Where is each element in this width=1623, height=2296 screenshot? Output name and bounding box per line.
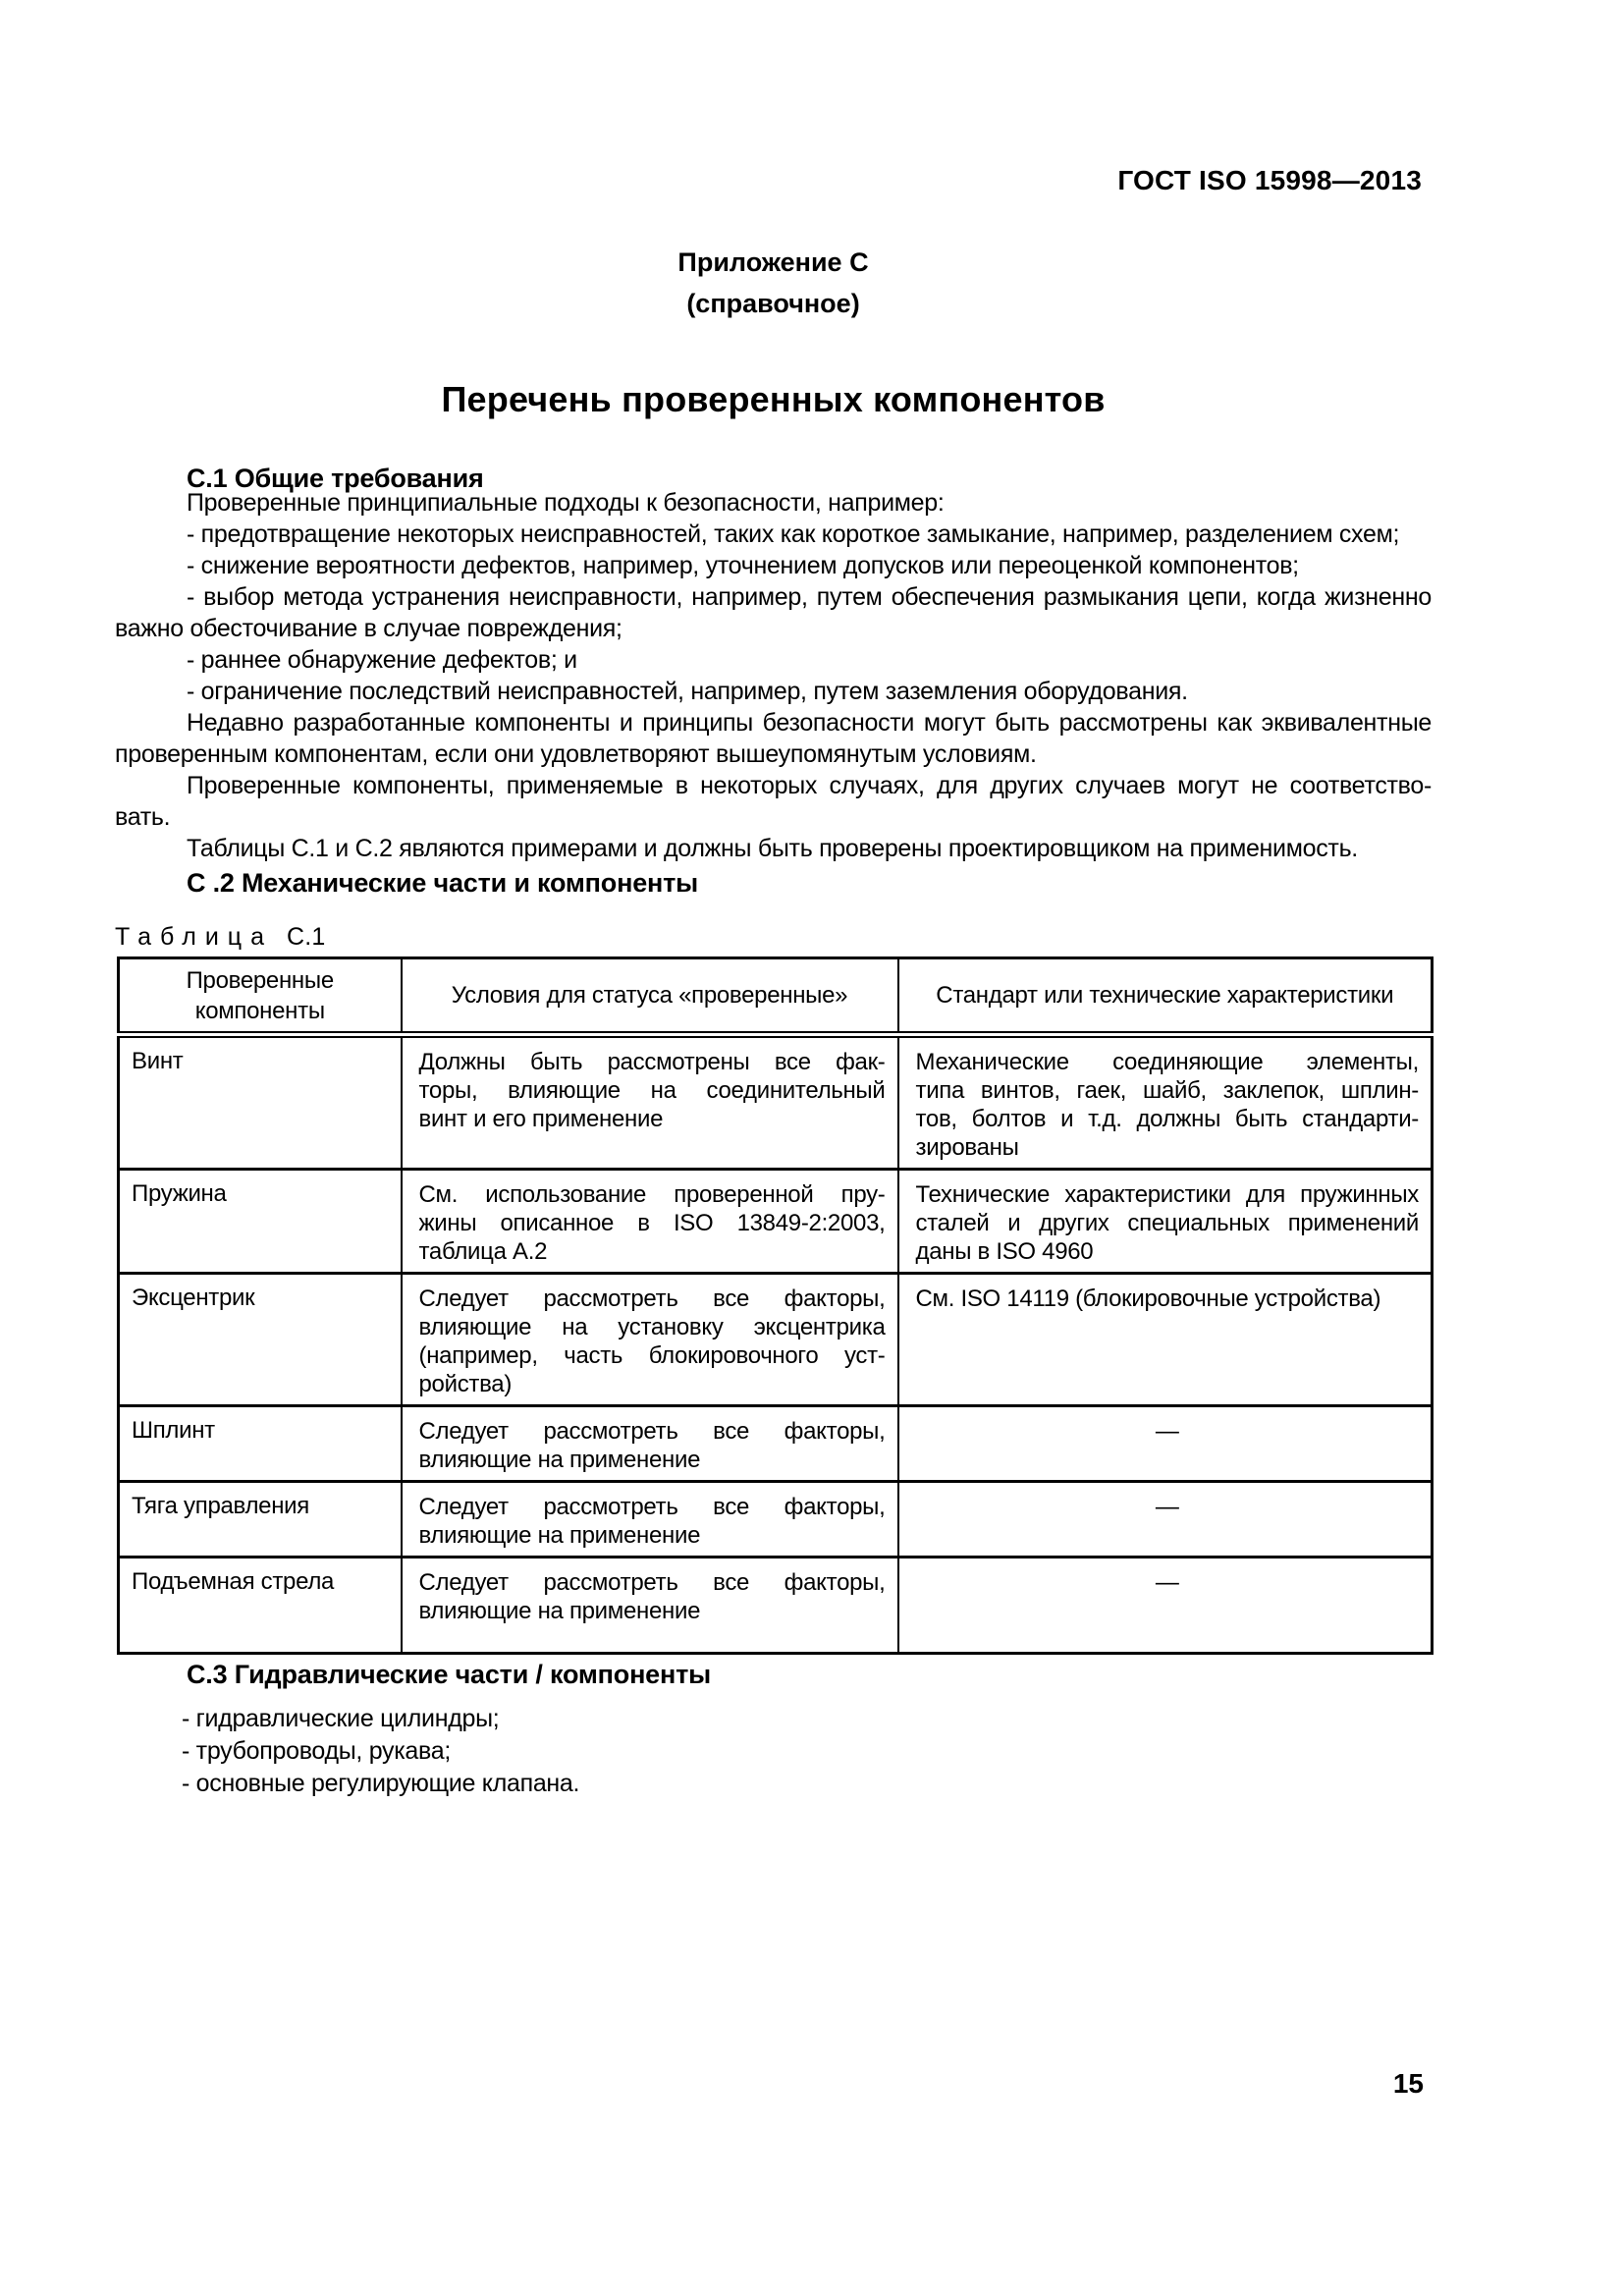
standard-cell: — [898, 1558, 1433, 1654]
list-item: - основные регулирующие клапана. [182, 1770, 580, 1797]
table-row [119, 1406, 1433, 1482]
table-header-row [119, 958, 1433, 1035]
conditions-cell: Следует рассмотреть все факторы, влияющие на применение [402, 1558, 898, 1654]
page-title: Перечень проверенных компонентов [441, 379, 1106, 419]
standard-cell: Технические характеристики для пружинных сталей и других специальных применений даны в ISO 4960 [898, 1170, 1433, 1274]
annex-title: Приложение С [677, 247, 869, 277]
col-header-conditions: Условия для статуса «проверенные» [402, 958, 898, 1035]
table-caption [115, 923, 1432, 952]
table-caption-word: Таблица [115, 923, 274, 951]
paragraph: - раннее обнаружение дефектов; и [187, 646, 577, 674]
component-cell: Подъемная стрела [119, 1558, 402, 1654]
paragraph: - снижение вероятности дефектов, например, уточнением допусков или переоценкой компонентов; [187, 552, 1299, 579]
component-cell: Винт [119, 1035, 402, 1170]
component-cell: Эксцентрик [119, 1274, 402, 1406]
section-c3-heading: С.3 Гидравлические части / компоненты [187, 1660, 711, 1689]
table-caption-number: С.1 [287, 923, 326, 951]
section-c2-heading: С .2 Механические части и компоненты [187, 868, 699, 898]
standard-cell: — [898, 1406, 1433, 1482]
list-item: - гидравлические цилиндры; [182, 1705, 500, 1732]
table-row [119, 1274, 1433, 1406]
section-c3-list [115, 1703, 1432, 1800]
table-row [119, 1035, 1433, 1170]
section-c1-body [115, 487, 1432, 864]
paragraph: Проверенные принципиальные подходы к безопасности, например: [187, 489, 945, 517]
conditions-cell: Следует рассмотреть все факторы, влияющие на установку эксцентрика (например, часть блокировочного уст- ройства) [402, 1274, 898, 1406]
paragraph: Таблицы С.1 и С.2 являются примерами и должны быть проверены проектировщиком на применимость. [187, 835, 1358, 862]
annex-block [115, 242, 1432, 324]
standard-cell: См. ISO 14119 (блокировочные устройства) [898, 1274, 1433, 1406]
paragraph: - ограничение последствий неисправностей, например, путем заземления оборудования. [187, 678, 1188, 705]
conditions-cell: См. использование проверенной пру- жины описанное в ISO 13849-2:2003, таблица А.2 [402, 1170, 898, 1274]
section-c1-heading: С.1 Общие требования [187, 464, 484, 493]
conditions-cell: Следует рассмотреть все факторы, влияющие на применение [402, 1406, 898, 1482]
conditions-cell: Должны быть рассмотрены все фак- торы, влияющие на соединительный винт и его применение [402, 1035, 898, 1170]
paragraph: - выбор метода устранения неисправности, например, путем обеспечения размыкания цепи, когда жизненно важно обесточивание в случае повреждения; [115, 583, 1432, 642]
component-cell: Пружина [119, 1170, 402, 1274]
doc-number: ГОСТ ISO 15998—2013 [1117, 165, 1422, 195]
table-row [119, 1482, 1433, 1558]
table-row [119, 1558, 1433, 1654]
table-row [119, 1170, 1433, 1274]
col-header-standard: Стандарт или технические характеристики [898, 958, 1433, 1035]
conditions-cell: Следует рассмотреть все факторы, влияющие на применение [402, 1482, 898, 1558]
component-cell: Тяга управления [119, 1482, 402, 1558]
page-number: 15 [1392, 2068, 1424, 2099]
component-cell: Шплинт [119, 1406, 402, 1482]
col-header-components: Проверенные компоненты [119, 958, 402, 1035]
table-wrap [117, 957, 1431, 1655]
list-item: - трубопроводы, рукава; [182, 1737, 451, 1765]
annex-subtitle: (справочное) [686, 289, 860, 318]
paragraph: - предотвращение некоторых неисправностей, таких как короткое замыкание, например, разделением схем; [187, 520, 1400, 548]
paragraph: Проверенные компоненты, применяемые в некоторых случаях, для других случаев могут не соответство- вать. [115, 772, 1432, 831]
standard-cell: Механические соединяющие элементы, типа винтов, гаек, шайб, заклепок, шплин- тов, болтов и т.д. должны быть стандарти- зированы [898, 1035, 1433, 1170]
paragraph: Недавно разработанные компоненты и принципы безопасности могут быть рассмотрены как эквивалентные проверенным компонентам, если они удовлетворяют вышеупомянутым условиям. [115, 709, 1432, 768]
standard-cell: — [898, 1482, 1433, 1558]
verified-components-table [117, 957, 1434, 1655]
